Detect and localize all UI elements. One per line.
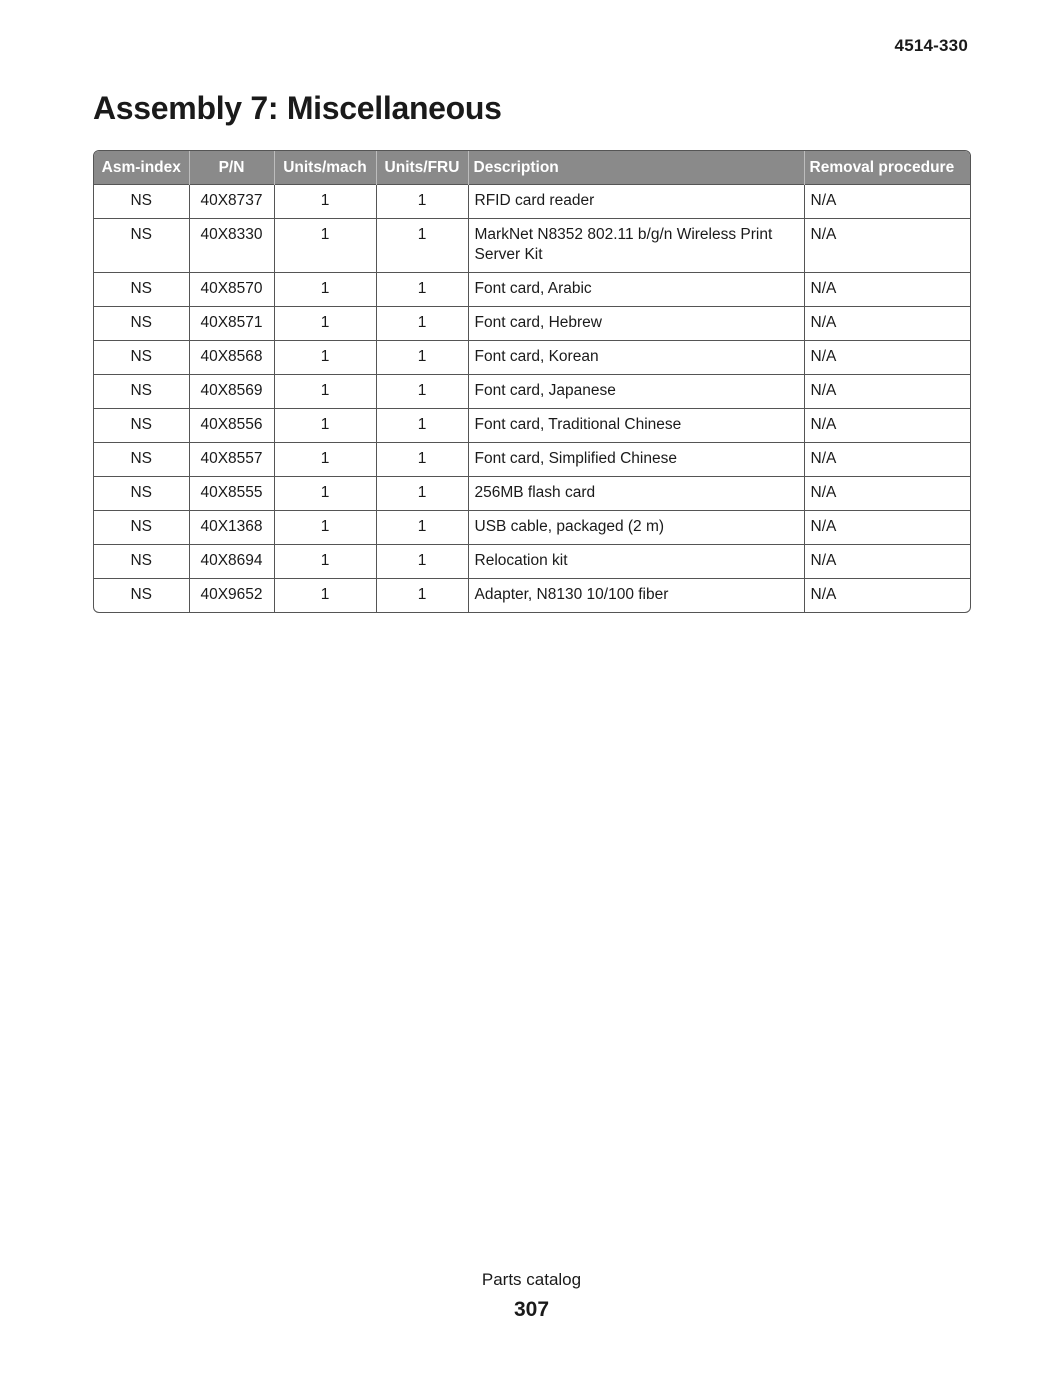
cell-asm-index: NS — [94, 307, 189, 341]
footer-section-name: Parts catalog — [481, 1270, 582, 1289]
cell-description: Font card, Hebrew — [468, 307, 804, 341]
cell-units-fru: 1 — [376, 409, 468, 443]
cell-asm-index: NS — [94, 545, 189, 579]
cell-removal-procedure: N/A — [804, 375, 970, 409]
cell-part-number: 40X8330 — [189, 219, 274, 273]
cell-removal-procedure: N/A — [804, 477, 970, 511]
cell-description: 256MB flash card — [468, 477, 804, 511]
cell-units-mach: 1 — [274, 219, 376, 273]
cell-part-number: 40X8571 — [189, 307, 274, 341]
cell-description: Adapter, N8130 10/100 fiber — [468, 579, 804, 613]
cell-part-number: 40X8556 — [189, 409, 274, 443]
cell-asm-index: NS — [94, 579, 189, 613]
cell-units-fru: 1 — [376, 219, 468, 273]
cell-asm-index: NS — [94, 477, 189, 511]
table-row — [94, 185, 970, 219]
column-header-units-fru: Units/FRU — [376, 151, 468, 185]
cell-removal-procedure: N/A — [804, 443, 970, 477]
cell-asm-index: NS — [94, 341, 189, 375]
table-row — [94, 375, 970, 409]
cell-units-mach: 1 — [274, 443, 376, 477]
cell-part-number: 40X8568 — [189, 341, 274, 375]
cell-removal-procedure: N/A — [804, 307, 970, 341]
cell-units-mach: 1 — [274, 185, 376, 219]
cell-description: Font card, Arabic — [468, 273, 804, 307]
cell-removal-procedure: N/A — [804, 341, 970, 375]
cell-description: MarkNet N8352 802.11 b/g/n Wireless Print Server Kit — [468, 219, 804, 273]
cell-removal-procedure: N/A — [804, 545, 970, 579]
cell-description: RFID card reader — [468, 185, 804, 219]
table-row — [94, 341, 970, 375]
cell-removal-procedure: N/A — [804, 579, 970, 613]
footer-page-number: 307 — [513, 1298, 550, 1321]
cell-units-mach: 1 — [274, 307, 376, 341]
cell-removal-procedure: N/A — [804, 185, 970, 219]
table-row — [94, 307, 970, 341]
cell-units-mach: 1 — [274, 511, 376, 545]
cell-removal-procedure: N/A — [804, 219, 970, 273]
table-row — [94, 545, 970, 579]
cell-units-fru: 1 — [376, 307, 468, 341]
cell-asm-index: NS — [94, 443, 189, 477]
cell-asm-index: NS — [94, 375, 189, 409]
table-row — [94, 579, 970, 613]
cell-units-fru: 1 — [376, 477, 468, 511]
cell-units-fru: 1 — [376, 185, 468, 219]
cell-part-number: 40X9652 — [189, 579, 274, 613]
cell-part-number: 40X1368 — [189, 511, 274, 545]
table-row — [94, 409, 970, 443]
cell-units-fru: 1 — [376, 511, 468, 545]
cell-units-mach: 1 — [274, 477, 376, 511]
cell-units-mach: 1 — [274, 273, 376, 307]
column-header-removal-procedure: Removal procedure — [804, 151, 970, 185]
cell-description: Font card, Simplified Chinese — [468, 443, 804, 477]
cell-removal-procedure: N/A — [804, 409, 970, 443]
cell-units-fru: 1 — [376, 341, 468, 375]
cell-units-mach: 1 — [274, 579, 376, 613]
table-header-row — [94, 151, 970, 185]
cell-units-fru: 1 — [376, 375, 468, 409]
cell-units-fru: 1 — [376, 273, 468, 307]
cell-part-number: 40X8694 — [189, 545, 274, 579]
cell-description: Font card, Korean — [468, 341, 804, 375]
column-header-part-number: P/N — [189, 151, 274, 185]
cell-part-number: 40X8569 — [189, 375, 274, 409]
column-header-asm-index: Asm-index — [94, 151, 189, 185]
table-row — [94, 273, 970, 307]
column-header-description: Description — [468, 151, 804, 185]
cell-description: USB cable, packaged (2 m) — [468, 511, 804, 545]
document-id: 4514-330 — [894, 36, 968, 55]
cell-asm-index: NS — [94, 409, 189, 443]
cell-units-mach: 1 — [274, 545, 376, 579]
cell-units-fru: 1 — [376, 579, 468, 613]
cell-description: Relocation kit — [468, 545, 804, 579]
cell-asm-index: NS — [94, 219, 189, 273]
column-header-units-mach: Units/mach — [274, 151, 376, 185]
page-title: Assembly 7: Miscellaneous — [93, 90, 502, 126]
cell-units-fru: 1 — [376, 545, 468, 579]
table-row — [94, 477, 970, 511]
cell-part-number: 40X8557 — [189, 443, 274, 477]
cell-part-number: 40X8737 — [189, 185, 274, 219]
cell-part-number: 40X8570 — [189, 273, 274, 307]
table-row — [94, 219, 970, 273]
cell-units-mach: 1 — [274, 409, 376, 443]
cell-description: Font card, Traditional Chinese — [468, 409, 804, 443]
parts-table-container — [93, 150, 971, 613]
cell-removal-procedure: N/A — [804, 511, 970, 545]
parts-table — [94, 151, 970, 612]
cell-removal-procedure: N/A — [804, 273, 970, 307]
table-row — [94, 511, 970, 545]
parts-table-body — [94, 185, 970, 613]
cell-units-mach: 1 — [274, 341, 376, 375]
cell-units-fru: 1 — [376, 443, 468, 477]
cell-asm-index: NS — [94, 511, 189, 545]
cell-units-mach: 1 — [274, 375, 376, 409]
cell-part-number: 40X8555 — [189, 477, 274, 511]
cell-asm-index: NS — [94, 273, 189, 307]
cell-asm-index: NS — [94, 185, 189, 219]
table-row — [94, 443, 970, 477]
cell-description: Font card, Japanese — [468, 375, 804, 409]
